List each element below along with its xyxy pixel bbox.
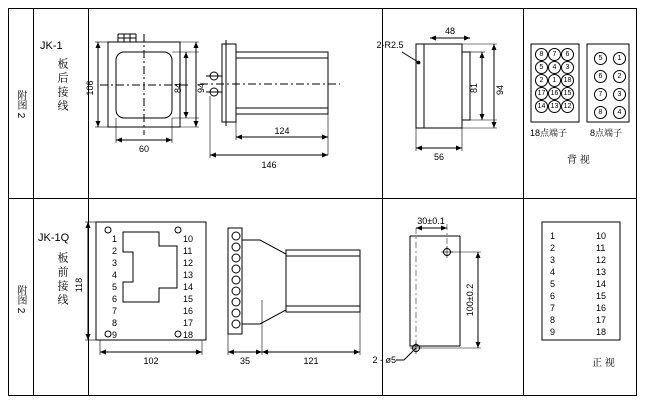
terminal-circle: 8 [535,48,548,61]
dim-81: 81 [469,82,479,94]
terminal-circle: 12 [561,100,574,113]
plate-num: 2 [112,246,118,256]
plate-num: 14 [183,282,194,292]
terminal-circle: 8 [594,106,607,119]
terminal-circle: 4 [548,61,561,74]
row1-figure-label: 附图 2 [15,90,26,119]
plate-num: 15 [183,294,194,304]
label-8-terminals: 8点端子 [590,128,623,138]
terminal-circle: 2 [535,74,548,87]
terminal-circle: 7 [548,48,561,61]
terminal-circle: 14 [535,100,548,113]
list-num: 15 [596,291,607,301]
label-rear-view: 背 视 [567,155,590,166]
plate-num: 10 [183,234,194,244]
list-num: 9 [550,327,556,337]
list-num: 13 [596,267,607,277]
dim-121: 121 [303,356,319,366]
terminal-circle: 17 [535,87,548,100]
terminal-circle: 6 [594,70,607,83]
plate-num: 7 [112,306,118,316]
dim-146: 146 [261,160,277,170]
list-num: 5 [550,279,556,289]
plate-num: 17 [183,318,194,328]
dim-94: 94 [196,82,206,94]
list-num: 1 [550,231,556,241]
label-front-view: 正 视 [592,358,615,369]
row2-figure-label: 附图 2 [15,285,26,314]
list-num: 11 [596,243,606,253]
list-num: 2 [550,243,556,253]
list-num: 16 [596,303,607,313]
row1-model-label: JK-1 [40,40,63,52]
terminal-circle: 1 [548,74,561,87]
plate-num: 11 [183,246,193,256]
terminal-circle: 7 [594,88,607,101]
dim-35: 35 [239,356,251,366]
list-num: 6 [550,291,556,301]
dim-118: 118 [74,277,84,293]
plate-num: 5 [112,282,118,292]
row2-wiring-label: 板前接线 [56,252,68,308]
plate-num: 13 [183,270,194,280]
dim-124: 124 [274,126,290,136]
dim-56: 56 [433,152,445,162]
terminal-circle: 2 [613,70,626,83]
dim-r25: 2-R2.5 [376,40,404,50]
dim-100: 100±0.2 [465,283,475,317]
terminal-circle: 4 [613,106,626,119]
terminal-circle: 5 [594,52,607,65]
plate-num: 9 [112,330,118,340]
label-18-terminals: 18点端子 [530,128,568,138]
plate-num: 6 [112,294,118,304]
list-num: 10 [596,231,607,241]
row1-wiring-label: 板后接线 [56,58,68,114]
terminal-circle: 5 [535,61,548,74]
terminal-circle: 1 [613,52,626,65]
plate-num: 3 [112,258,118,268]
list-num: 3 [550,255,556,265]
terminal-circle: 3 [561,61,574,74]
list-num: 17 [596,315,607,325]
row2-model-label: JK-1Q [38,232,70,244]
terminal-circle: 3 [613,88,626,101]
plate-num: 12 [183,258,194,268]
list-num: 4 [550,267,556,277]
terminal-circle: 16 [548,87,561,100]
dim-60: 60 [138,144,150,154]
terminal-circle: 15 [561,87,574,100]
dim-102: 102 [143,356,159,366]
dim-94b: 94 [495,84,505,96]
list-num: 14 [596,279,607,289]
plate-num: 4 [112,270,118,280]
terminal-circle: 18 [561,74,574,87]
terminal-circle: 6 [561,48,574,61]
list-num: 18 [596,327,607,337]
dim-2-d5: 2 - ø5 [372,355,396,365]
plate-num: 16 [183,306,194,316]
list-num: 7 [550,303,556,313]
plate-num: 8 [112,318,118,328]
dim-30: 30±0.1 [417,216,445,226]
list-num: 8 [550,315,556,325]
plate-num: 18 [183,330,194,340]
list-num: 12 [596,255,607,265]
plate-num: 1 [112,234,118,244]
terminal-circle: 13 [548,100,561,113]
dim-84: 84 [173,82,183,94]
dim-106: 106 [85,80,95,96]
dim-48: 48 [444,26,456,36]
